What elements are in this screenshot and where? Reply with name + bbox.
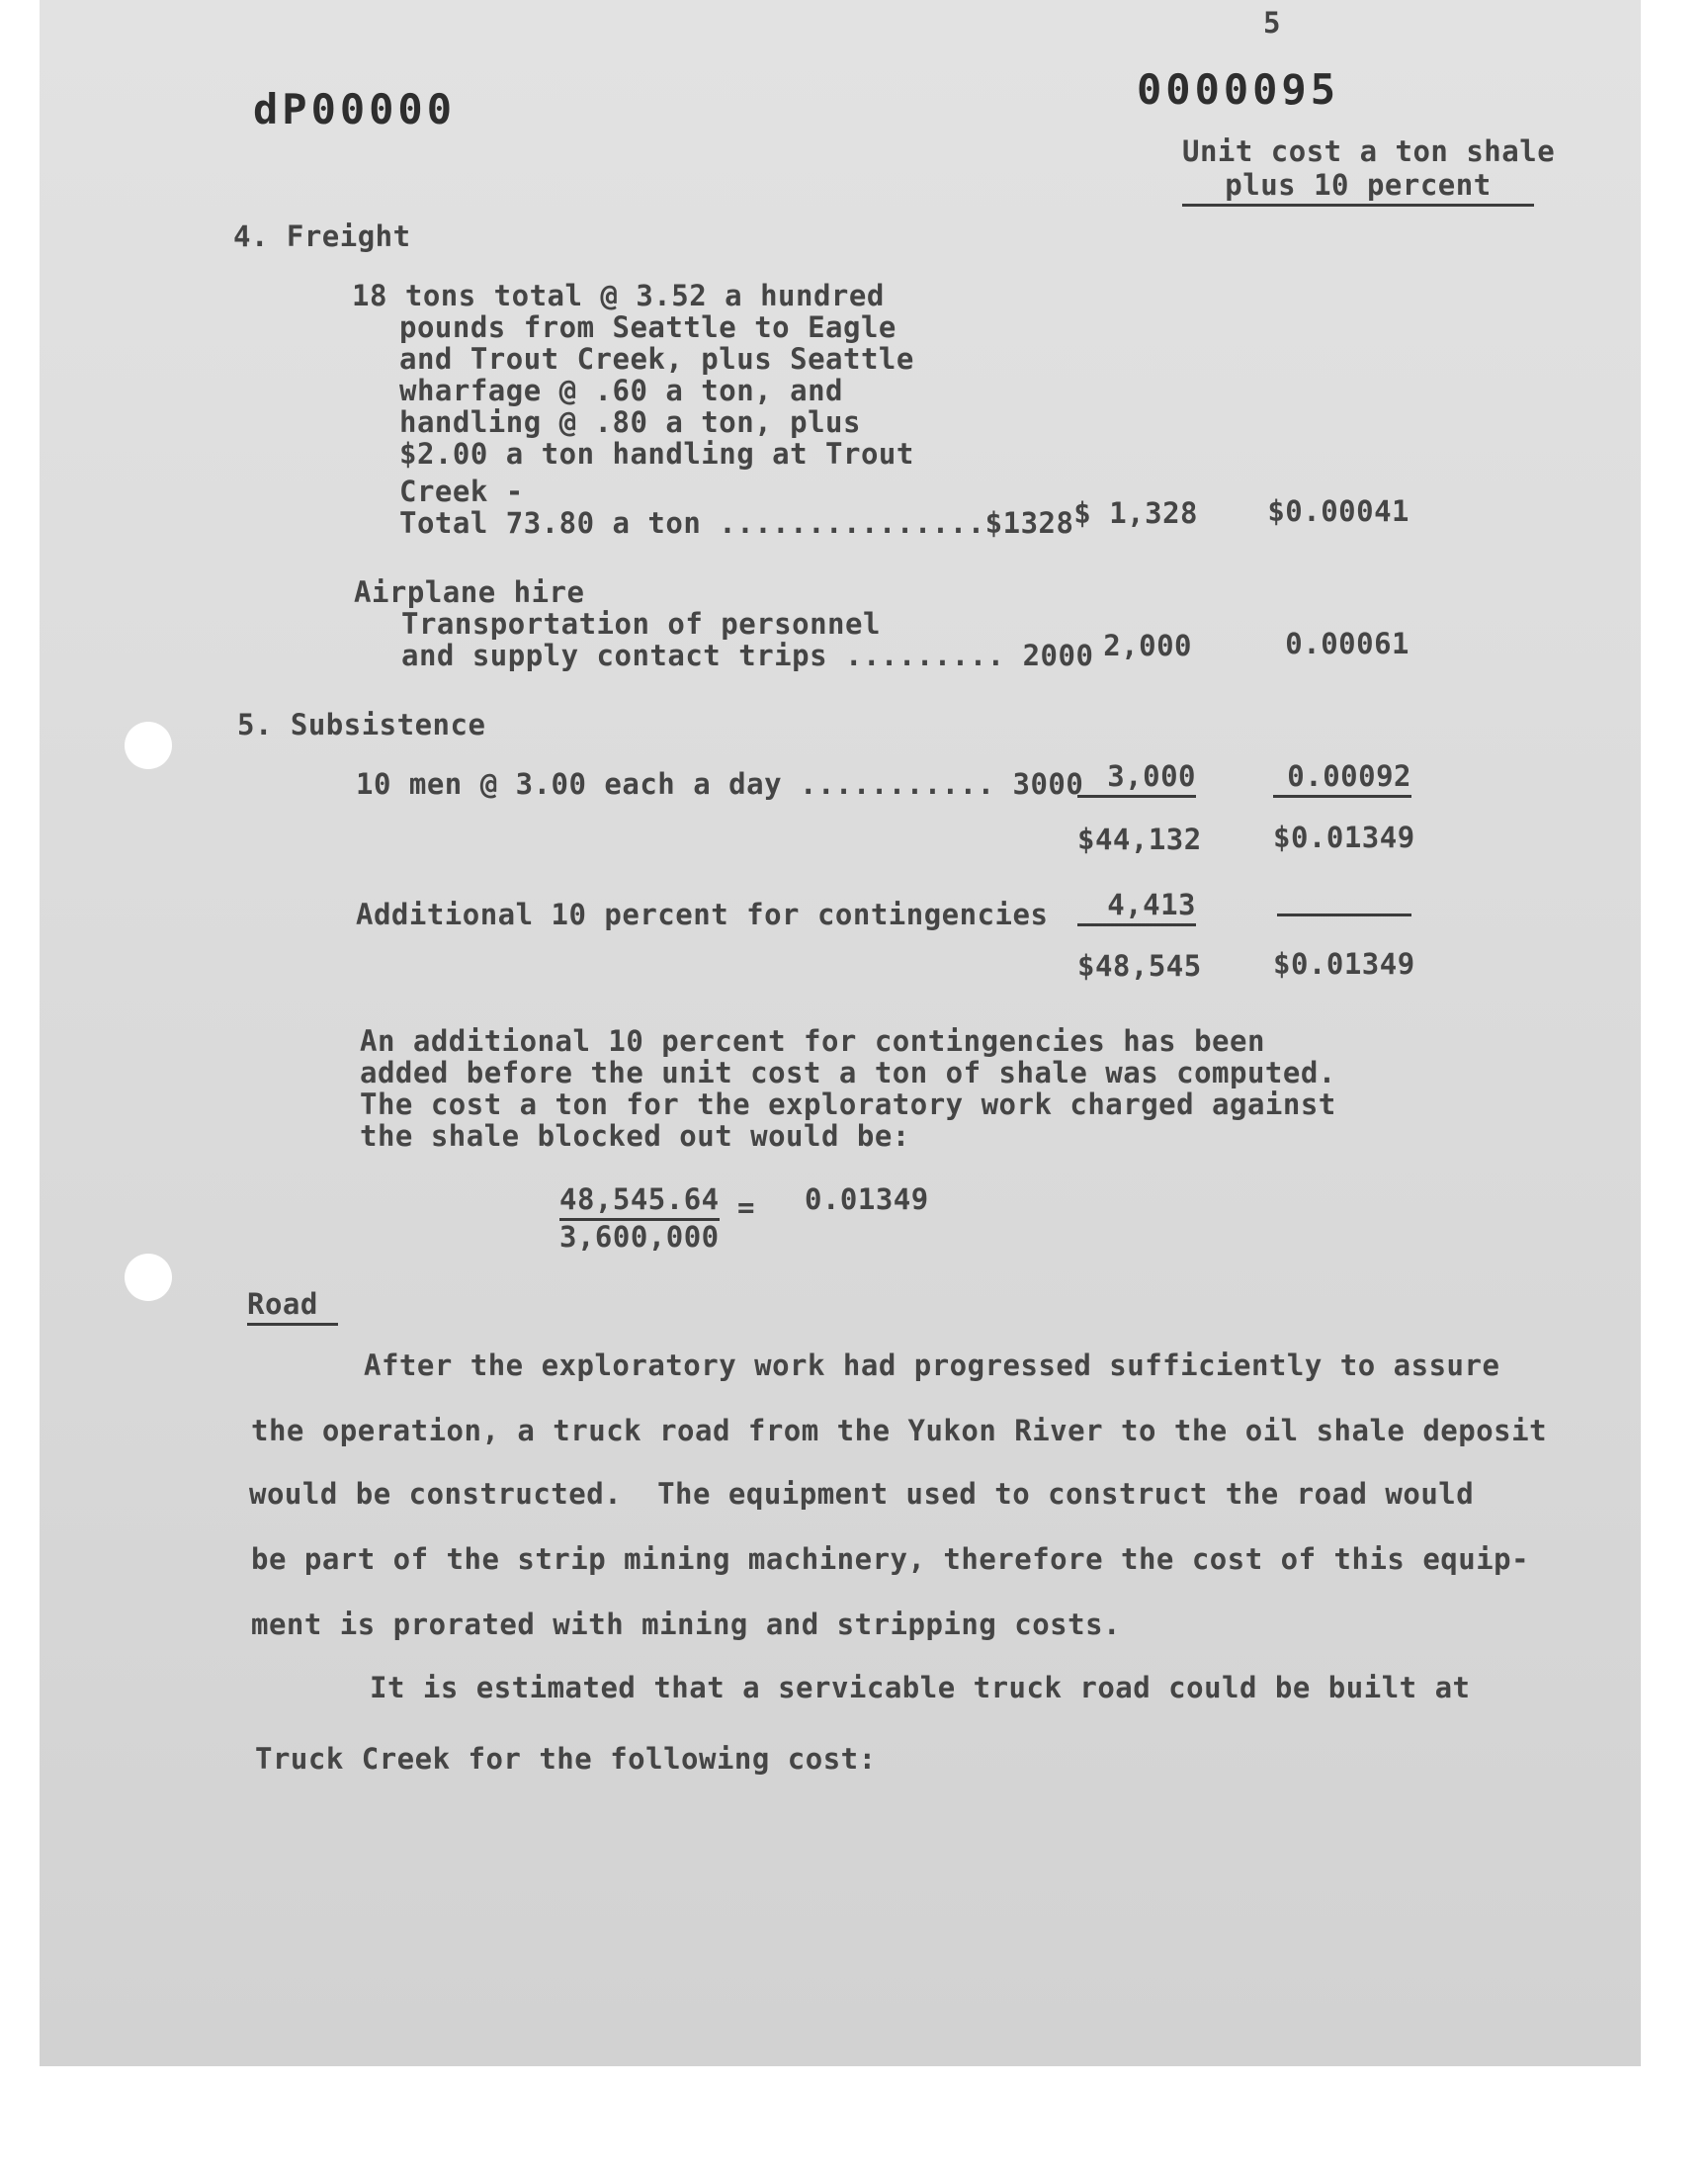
contingency-unit-blank [1277, 914, 1411, 916]
road-paragraph-line: be part of the strip mining machinery, therefore the cost of this equip- [251, 1542, 1530, 1576]
airplane-hire-line: Transportation of personnel [401, 607, 881, 641]
road-paragraph-line: It is estimated that a servicable truck road could be built at [370, 1671, 1471, 1704]
freight-desc-line: wharfage @ .60 a ton, and [399, 374, 843, 407]
punch-hole-top [125, 722, 172, 769]
page-number: 5 [1263, 6, 1281, 40]
freight-desc-line: and Trout Creek, plus Seattle [399, 342, 914, 376]
punch-hole-bottom [125, 1254, 172, 1301]
freight-total-line: Total 73.80 a ton ...............$1328 [399, 506, 1074, 540]
freight-desc-line: $2.00 a ton handling at Trout [399, 437, 914, 471]
document-id-left: dP00000 [253, 85, 457, 133]
road-paragraph-line: would be constructed. The equipment used to construct the road would [249, 1477, 1475, 1511]
airplane-hire-title: Airplane hire [354, 575, 585, 609]
explanation-line: The cost a ton for the exploratory work charged against [360, 1088, 1336, 1121]
subtotal-amount: $44,132 [1077, 823, 1202, 856]
road-paragraph-line: ment is prorated with mining and stripping costs. [251, 1608, 1122, 1641]
equals-sign: = [737, 1190, 755, 1224]
subsistence-line: 10 men @ 3.00 each a day ........... 3000 [356, 767, 1084, 801]
airplane-amount: 2,000 [1103, 629, 1192, 662]
section-heading-road: Road [247, 1287, 338, 1326]
freight-desc-line: pounds from Seattle to Eagle [399, 310, 897, 344]
document-id-right: 0000095 [1137, 65, 1340, 114]
column-heading-line2: plus 10 percent [1182, 168, 1534, 207]
road-paragraph-line: the operation, a truck road from the Yukon River to the oil shale deposit [251, 1414, 1548, 1447]
contingency-amount: 4,413 [1077, 888, 1196, 926]
fraction-result: 0.01349 [805, 1182, 929, 1216]
section-heading-freight: 4. Freight [233, 219, 411, 253]
total-amount: $48,545 [1077, 949, 1202, 983]
road-paragraph-line: After the exploratory work had progressed sufficiently to assure [364, 1348, 1500, 1382]
explanation-line: the shale blocked out would be: [360, 1119, 910, 1153]
subsistence-unit-cost: 0.00092 [1273, 759, 1411, 798]
subsistence-amount: 3,000 [1077, 759, 1196, 798]
column-heading-line1: Unit cost a ton shale [1182, 134, 1556, 168]
freight-unit-cost: $0.00041 [1267, 494, 1409, 528]
freight-desc-line: handling @ .80 a ton, plus [399, 405, 861, 439]
explanation-line: added before the unit cost a ton of shale was computed. [360, 1056, 1336, 1089]
fraction-numerator: 48,545.64 [559, 1182, 720, 1221]
subtotal-unit-cost: $0.01349 [1273, 821, 1415, 854]
contingency-label: Additional 10 percent for contingencies [356, 898, 1049, 931]
road-paragraph-line: Truck Creek for the following cost: [255, 1742, 877, 1776]
total-unit-cost: $0.01349 [1273, 947, 1415, 981]
freight-desc-line: 18 tons total @ 3.52 a hundred [352, 279, 885, 312]
freight-amount: $ 1,328 [1073, 496, 1198, 530]
airplane-hire-line: and supply contact trips ......... 2000 [401, 639, 1094, 672]
explanation-line: An additional 10 percent for contingencies has been [360, 1024, 1265, 1058]
section-heading-subsistence: 5. Subsistence [237, 708, 486, 741]
fraction-denominator: 3,600,000 [559, 1220, 720, 1254]
airplane-unit-cost: 0.00061 [1285, 627, 1409, 660]
freight-desc-line: Creek - [399, 475, 524, 508]
